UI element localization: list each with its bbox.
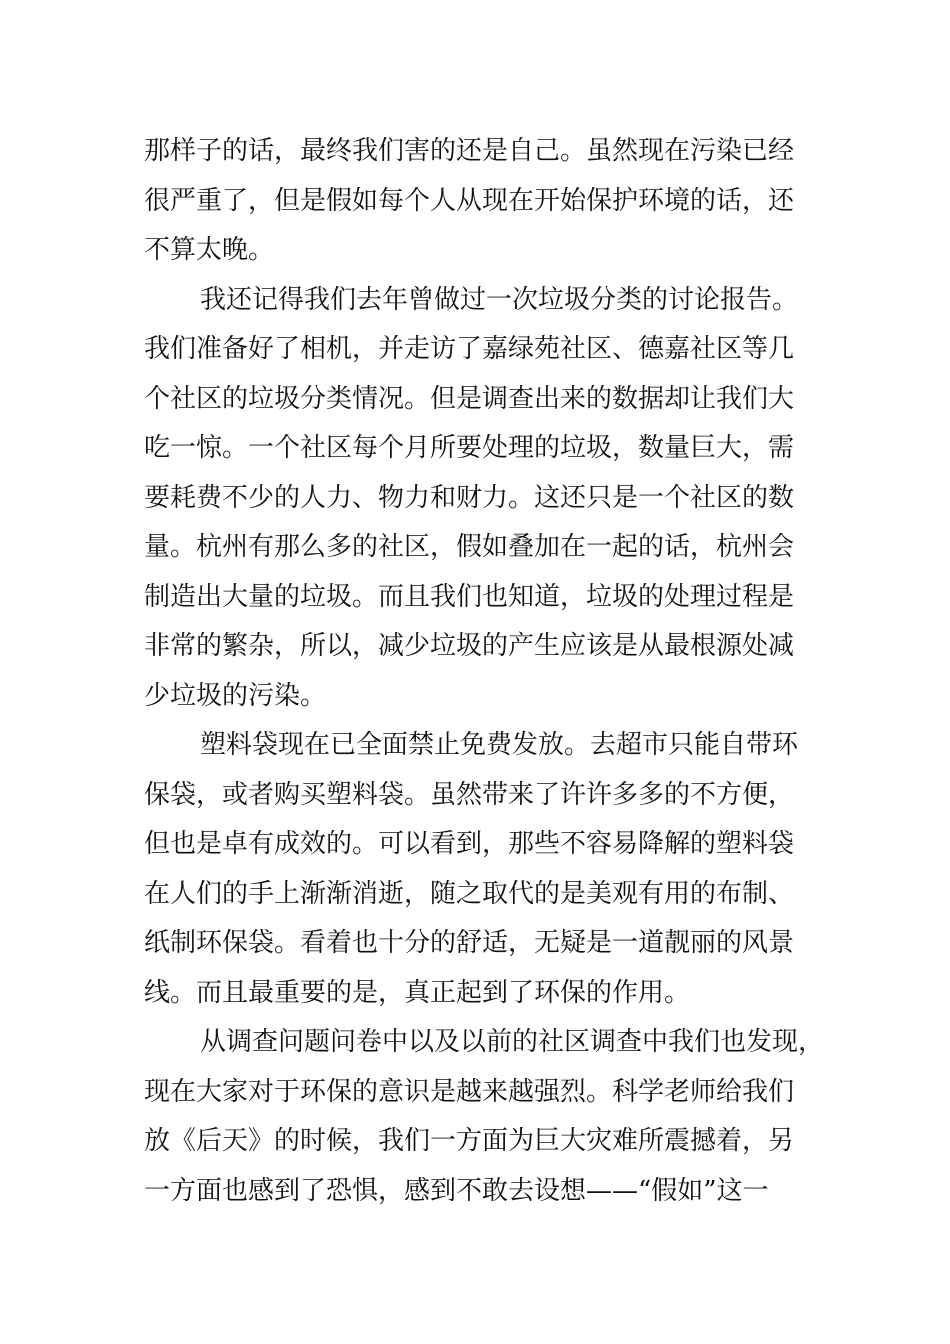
text-line: 那样子的话，最终我们害的还是自己。虽然现在污染已经 — [144, 136, 795, 166]
text-line: 我们准备好了相机，并走访了嘉绿苑社区、德嘉社区等几 — [144, 334, 795, 364]
text-line: 一方面也感到了恐惧，感到不敢去设想——“假如”这一 — [144, 1175, 769, 1206]
text-line: 非常的繁杂，所以，减少垃圾的产生应该是从最根源处减 — [144, 631, 795, 661]
text-line: 要耗费不少的人力、物力和财力。这还只是一个社区的数 — [144, 482, 795, 513]
text-line: 不算太晚。 — [144, 235, 275, 265]
text-line: 制造出大量的垃圾。而且我们也知道，垃圾的处理过程是 — [144, 581, 795, 612]
text-line: 纸制环保袋。看着也十分的舒适，无疑是一道靓丽的风景 — [144, 928, 795, 958]
body-text — [144, 127, 844, 1216]
text-line: 少垃圾的污染。 — [144, 680, 327, 711]
text-line: 现在大家对于环保的意识是越来越强烈。科学老师给我们 — [144, 1076, 795, 1107]
text-line: 吃一惊。一个社区每个月所要处理的垃圾，数量巨大，需 — [144, 433, 795, 463]
text-line: 放《后天》的时候，我们一方面为巨大灾难所震撼着，另 — [144, 1126, 795, 1156]
text-line: 很严重了，但是假如每个人从现在开始保护环境的话，还 — [144, 185, 795, 216]
text-line: 从调查问题问卷中以及以前的社区调查中我们也发现， — [200, 1027, 825, 1057]
text-line: 保袋，或者购买塑料袋。虽然带来了许许多多的不方便， — [144, 779, 795, 810]
text-line: 我还记得我们去年曾做过一次垃圾分类的讨论报告。 — [200, 284, 799, 315]
text-line: 塑料袋现在已全面禁止免费发放。去超市只能自带环 — [200, 730, 799, 760]
text-line: 但也是卓有成效的。可以看到，那些不容易降解的塑料袋 — [144, 829, 795, 859]
text-line: 个社区的垃圾分类情况。但是调查出来的数据却让我们大 — [144, 383, 795, 414]
text-line: 量。杭州有那么多的社区，假如叠加在一起的话，杭州会 — [144, 532, 795, 562]
text-line: 在人们的手上渐渐消逝，随之取代的是美观有用的布制、 — [144, 878, 795, 909]
text-line: 线。而且最重要的是，真正起到了环保的作用。 — [144, 977, 691, 1008]
